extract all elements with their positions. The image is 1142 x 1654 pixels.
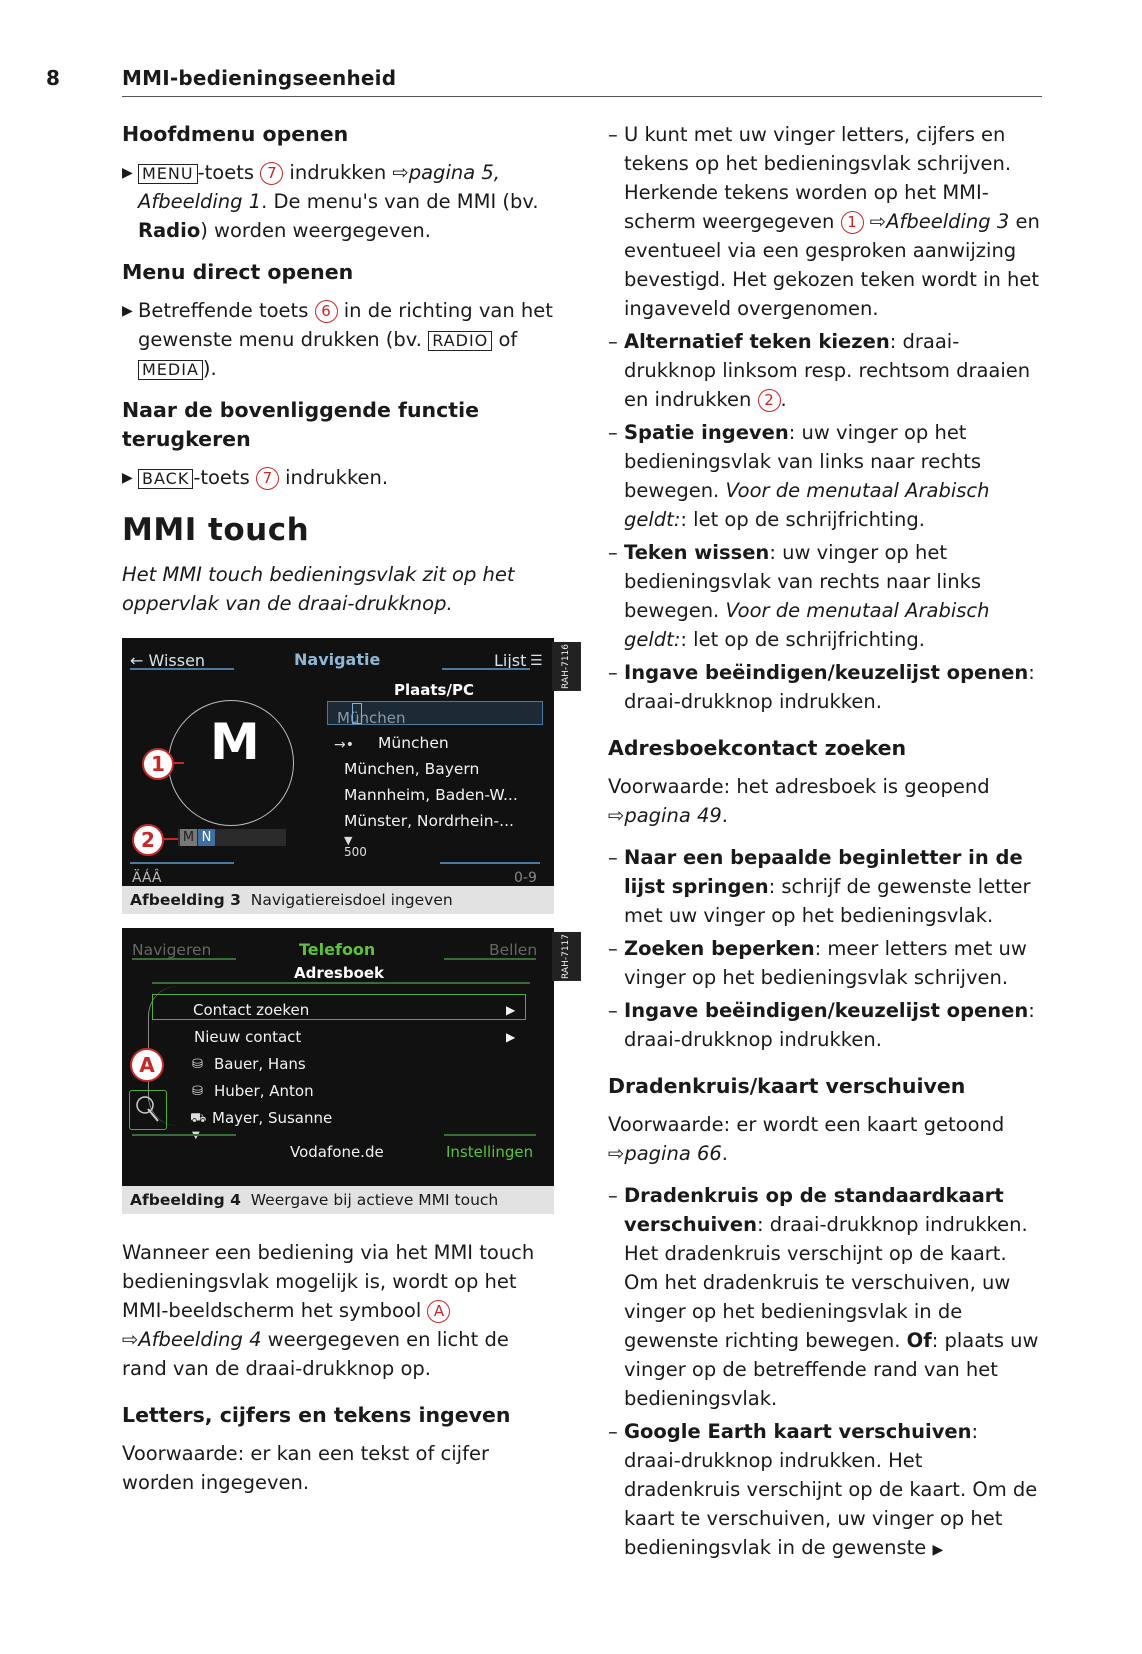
tab-underline: [132, 958, 236, 960]
result-count: 500: [344, 845, 367, 859]
instruction-step: [122, 158, 554, 245]
item-bold: Spatie ingeven: [624, 421, 789, 444]
caption-text: Navigatiereisdoel ingeven: [250, 891, 453, 909]
figure-code: RAH-7117: [552, 932, 581, 981]
left-column: [122, 120, 571, 1510]
contact-item[interactable]: Bauer, Hans: [214, 1055, 306, 1073]
bottom-underline: [444, 1134, 536, 1136]
lijst-button: Lijst: [494, 651, 527, 670]
media-key: MEDIA: [138, 360, 203, 380]
tab-underline: [444, 958, 536, 960]
item-text: : draai-drukknop indrukken. Het dradenkruis verschijnt op de kaart. Om de kaart te verschuiven, uw vinger op het bedieningsvlak in de gewenste: [624, 1420, 1038, 1559]
tab-underline: [130, 668, 234, 670]
recognized-letter: M: [210, 713, 260, 771]
subtitle: Adresboek: [294, 964, 385, 982]
callout-line: [162, 838, 178, 840]
step-text: indrukken ⇨: [283, 161, 409, 184]
list-item: – Naar een bepaalde beginletter in de lijst springen: schrijf de gewenste letter met uw vinger op het bedieningsvlak.: [608, 846, 1031, 927]
section-heading: Adresboekcontact zoeken: [608, 736, 907, 760]
section-heading: Naar de bovenliggende functie terugkeren: [122, 398, 480, 451]
paragraph: Voorwaarde: er kan een tekst of cijfer worden ingegeven.: [122, 1442, 489, 1494]
paragraph-text: weergegeven en licht de rand van de draai-drukknop op.: [122, 1328, 509, 1380]
chevron-down-icon: ▼: [344, 834, 353, 847]
menu-item[interactable]: Contact zoeken: [193, 1001, 310, 1019]
item-bold: Dradenkruis op de standaardkaart verschuiven: [624, 1184, 1004, 1236]
item-text: : meer letters met uw vinger op het bedieningsvlak schrijven.: [624, 937, 1027, 989]
paragraph: [608, 1110, 1040, 1168]
paragraph-text: .: [721, 1142, 728, 1165]
item-italic: Voor de menutaal Arabisch geldt:: [624, 599, 990, 651]
text-cursor: [352, 703, 362, 724]
section-heading: Menu direct openen: [122, 260, 354, 284]
subtitle: Plaats/PC: [394, 681, 474, 699]
arrow-icon: →•: [334, 737, 354, 753]
item-bold: Alternatief teken kiezen: [624, 330, 890, 353]
list-item: – Google Earth kaart verschuiven: draai-drukknop indrukken. Het dradenkruis verschijnt op de kaart. Om de kaart te verschuiven, uw vinger op het bedieningsvlak in de gewenste ▶: [608, 1420, 1038, 1559]
step-text: -toets: [197, 161, 255, 184]
wissen-button: ← Wissen: [130, 651, 206, 670]
chevron-right-icon: ▶: [506, 1003, 516, 1017]
continue-arrow-icon: ▶: [932, 1542, 944, 1558]
item-bold: Ingave beëindigen/keuzelijst openen: [624, 661, 1029, 684]
strip-letter-n: N: [198, 829, 215, 846]
list-item: – Alternatief teken kiezen: draai-drukknop linksom resp. rechtsom draaien en indrukken 2 .: [608, 330, 1031, 411]
figure-caption: [122, 886, 554, 914]
callout-2-icon: 2: [758, 389, 781, 412]
step-text: in de richting van het gewenste menu drukken (bv.: [138, 299, 553, 351]
item-text: ⇨: [863, 210, 887, 233]
step-text: -toets: [193, 466, 256, 489]
contact-icon: ⛁: [192, 1057, 203, 1072]
touch-hand-icon: [130, 1091, 166, 1129]
list-item[interactable]: Mannheim, Baden-W...: [344, 786, 518, 804]
item-text: : draai-drukknop indrukken.: [624, 999, 1035, 1051]
list-item: – Teken wissen: uw vinger op het bedieningsvlak van rechts naar links bewegen. Voor de menutaal Arabisch geldt:: let op de schrijfrichting.: [608, 541, 990, 651]
navigeren-button: Navigeren: [132, 941, 212, 959]
callout-line: [172, 762, 184, 764]
step-bold: Radio: [138, 219, 201, 242]
list-item: – Dradenkruis op de standaardkaart verschuiven: draai-drukknop indrukken. Het dradenkruis verschijnt op de kaart. Om het dradenkruis te verschuiven, uw vinger op het bedieningsvlak in de gewenste richting bewegen. Of: plaats uw vinger op de betreffende rand van het bedieningsvlak.: [608, 1184, 1039, 1410]
menu-item[interactable]: Nieuw contact: [194, 1028, 302, 1046]
bottom-underline: [132, 1134, 236, 1136]
contact-item[interactable]: Huber, Anton: [214, 1082, 314, 1100]
list-item: – U kunt met uw vinger letters, cijfers en tekens op het bedieningsvlak schrijven. Herkende tekens worden op het MMI-scherm weergegeven 1 ⇨Afbeelding 3 en eventueel via een gesproken aanwijzing bevestigd. Het gekozen teken wordt in het ingaveveld overgenomen.: [608, 123, 1040, 320]
callout-1-icon: 1: [142, 748, 174, 780]
page-reference[interactable]: pagina 49: [624, 804, 722, 827]
tab-underline: [442, 668, 530, 670]
item-italic: Voor de menutaal Arabisch geldt:: [624, 479, 990, 531]
list-item: – Zoeken beperken: meer letters met uw vinger op het bedieningsvlak schrijven.: [608, 937, 1027, 989]
item-text: : uw vinger op het bedieningsvlak van links naar rechts bewegen.: [624, 421, 982, 502]
numbers-button[interactable]: 0-9: [514, 870, 537, 886]
item-text: : draai-drukknop indrukken. Het dradenkruis verschijnt op de kaart. Om het dradenkruis te verschuiven, uw vinger op het bedieningsvlak in de gewenste richting bewegen.: [624, 1213, 1028, 1352]
list-item: – Spatie ingeven: uw vinger op het bedieningsvlak van links naar rechts bewegen. Voor de menutaal Arabisch geldt:: let op de schrijfrichting.: [608, 421, 990, 531]
step-triangle-icon: ▶: [122, 165, 133, 181]
callout-6-icon: 6: [315, 300, 338, 323]
step-text: ).: [202, 357, 217, 380]
list-item[interactable]: Münster, Nordrhein-...: [344, 812, 514, 830]
item-bold: Zoeken beperken: [624, 937, 815, 960]
page-reference[interactable]: pagina 5, Afbeelding 1: [138, 161, 500, 213]
caption-label: Afbeelding 4: [130, 1191, 241, 1209]
callout-1-icon: 1: [841, 211, 864, 234]
figure-3: [122, 638, 571, 914]
paragraph-text: ⇨: [122, 1328, 139, 1351]
step-text: indrukken.: [278, 466, 389, 489]
instruction-step: [122, 463, 554, 492]
page-header: [0, 60, 1142, 100]
right-column: [608, 120, 1040, 1569]
chapter-title: MMI-bedieningseenheid: [122, 66, 397, 90]
step-text: . De menu's van de MMI (bv.: [261, 190, 539, 213]
list-icon: ☰: [530, 653, 543, 669]
bellen-button: Bellen: [489, 941, 538, 959]
item-bold: Ingave beëindigen/keuzelijst openen: [624, 999, 1029, 1022]
chevron-right-icon: ▶: [506, 1030, 516, 1044]
list-item[interactable]: München, Bayern: [344, 760, 480, 778]
paragraph-text: .: [721, 804, 728, 827]
navigation-screen: [122, 638, 571, 886]
step-text: Betreffende toets: [138, 299, 315, 322]
contact-item[interactable]: Mayer, Susanne: [212, 1109, 333, 1127]
input-value: München: [337, 709, 406, 727]
section-heading: Hoofdmenu openen: [122, 122, 349, 146]
item-text: : let op de schrijfrichting.: [680, 508, 925, 531]
callout-7-icon: 7: [256, 467, 279, 490]
item-text: : draai-drukknop linksom resp. rechtsom draaien en indrukken: [624, 330, 1031, 411]
item-bold: Naar een bepaalde beginletter in de lijst springen: [624, 846, 1023, 898]
contact-icon: ⛁: [192, 1084, 203, 1099]
paragraph-text: Voorwaarde: er wordt een kaart getoond ⇨: [608, 1113, 1005, 1165]
figure-reference[interactable]: Afbeelding 4: [138, 1328, 262, 1351]
paragraph: [608, 772, 1040, 830]
section-heading: Letters, cijfers en tekens ingeven: [122, 1403, 511, 1427]
car-contact-icon: ⛟: [190, 1111, 207, 1126]
step-triangle-icon: ▶: [122, 470, 133, 486]
page-number: 8: [46, 66, 60, 90]
header-rule: [122, 96, 1042, 97]
figure-code: RAH-7116: [552, 642, 581, 691]
paragraph-text: Voorwaarde: het adresboek is geopend ⇨: [608, 775, 990, 827]
instellingen-button[interactable]: Instellingen: [446, 1143, 534, 1161]
instruction-step: [122, 296, 554, 383]
item-bold: Google Earth kaart verschuiven: [624, 1420, 972, 1443]
chevron-down-icon: ▼: [192, 1130, 200, 1141]
step-text: ) worden weergegeven.: [200, 219, 431, 242]
step-text: of: [492, 328, 518, 351]
header-underline: [152, 982, 530, 984]
list-item: – Ingave beëindigen/keuzelijst openen: draai-drukknop indrukken.: [608, 999, 1035, 1051]
list-item[interactable]: München: [378, 734, 449, 752]
item-text: en eventueel via een gesproken aanwijzing bevestigd. Het gekozen teken wordt in het ingaveveld overgenomen.: [624, 210, 1040, 320]
item-bold: Of: [906, 1329, 932, 1352]
step-triangle-icon: ▶: [122, 303, 133, 319]
paragraph-text: Wanneer een bediening via het MMI touch bedieningsvlak mogelijk is, wordt op het MMI-beeldscherm het symbool: [122, 1241, 535, 1322]
item-text: U kunt met uw vinger letters, cijfers en tekens op het bedieningsvlak schrijven. Herkende tekens worden op het MMI-scherm weergegeven: [624, 123, 1012, 233]
callout-a-icon: A: [427, 1300, 450, 1323]
item-text: : let op de schrijfrichting.: [680, 628, 925, 651]
radio-key: RADIO: [428, 331, 492, 351]
list-item: – Ingave beëindigen/keuzelijst openen: draai-drukknop indrukken.: [608, 661, 1035, 713]
figure-reference[interactable]: Afbeelding 3: [886, 210, 1010, 233]
paragraph: [122, 1238, 554, 1383]
callout-2-icon: 2: [132, 824, 164, 856]
figure-caption: [122, 1186, 554, 1214]
caption-text: Weergave bij actieve MMI touch: [250, 1191, 499, 1209]
strip-letter-m: M: [180, 829, 197, 846]
item-text: : plaats uw vinger op de betreffende rand van het bedieningsvlak.: [624, 1329, 1039, 1410]
callout-a-icon: A: [130, 1048, 164, 1082]
network-name: Vodafone.de: [290, 1143, 384, 1161]
section-intro: Het MMI touch bedieningsvlak zit op het oppervlak van de draai-drukknop.: [122, 563, 515, 615]
page-reference[interactable]: pagina 66: [624, 1142, 722, 1165]
section-title: MMI touch: [122, 512, 310, 548]
back-key: BACK: [138, 469, 193, 489]
item-text: : schrijf de gewenste letter met uw vinger op het bedieningsvlak.: [624, 875, 1031, 927]
umlaut-button[interactable]: ÄÁÂ: [132, 870, 162, 886]
item-bold: Teken wissen: [624, 541, 770, 564]
caption-label: Afbeelding 3: [130, 891, 241, 909]
menu-key: MENU: [138, 164, 198, 184]
item-text: : uw vinger op het bedieningsvlak van rechts naar links bewegen.: [624, 541, 982, 622]
telefoon-title: Telefoon: [299, 940, 376, 959]
item-text: .: [780, 388, 787, 411]
figure-4: [122, 928, 571, 1214]
item-text: : draai-drukknop indrukken.: [624, 661, 1035, 713]
touch-icon: [129, 1090, 167, 1130]
section-heading: Dradenkruis/kaart verschuiven: [608, 1074, 966, 1098]
navigation-title: Navigatie: [294, 650, 381, 669]
phone-screen: [122, 928, 571, 1186]
callout-7-icon: 7: [260, 162, 283, 185]
